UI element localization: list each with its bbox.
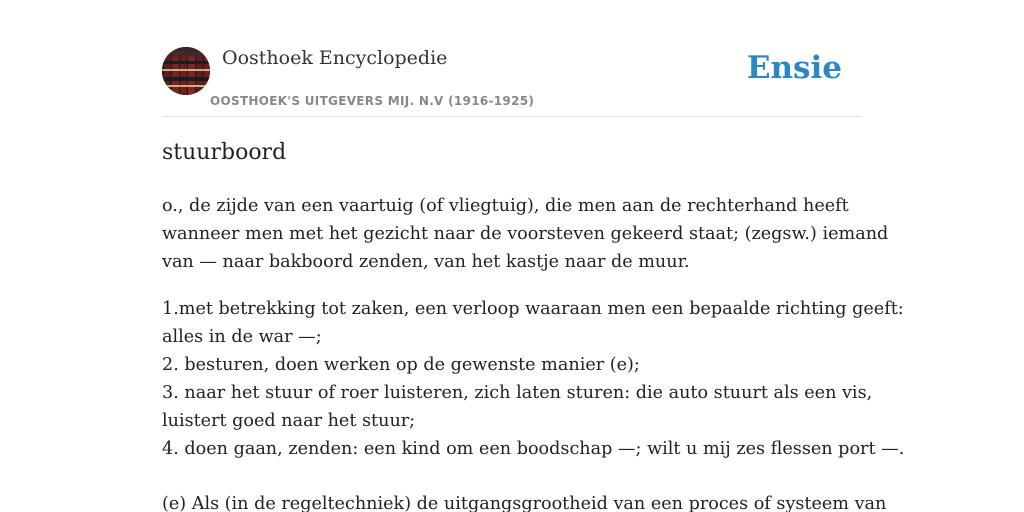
publisher-label: OOSTHOEK'S UITGEVERS MIJ. N.V (1916-1925) xyxy=(210,94,535,108)
note-line: (e) Als (in de regeltechniek) de uitgangsgrootheid van een proces of systeem van xyxy=(162,494,887,512)
sense-line: alles in de war —; xyxy=(162,327,322,347)
sense-line: 1.met betrekking tot zaken, een verloop waaraan men een bepaalde richting geeft: xyxy=(162,299,904,319)
sense-line: 4. doen gaan, zenden: een kind om een boodschap —; wilt u mij zes flessen port —. xyxy=(162,439,905,459)
definition-line: wanneer men met het gezicht naar de voorsteven gekeerd staat; (zegsw.) iemand xyxy=(162,224,889,244)
sense-line: luistert goed naar het stuur; xyxy=(162,411,416,431)
senses-paragraph xyxy=(162,295,905,463)
ensie-logo-link[interactable]: Ensie xyxy=(746,50,842,86)
definition-line: van — naar bakboord zenden, van het kastje naar de muur. xyxy=(162,252,690,272)
definition-paragraph xyxy=(162,192,889,276)
definition-line: o., de zijde van een vaartuig (of vliegtuig), die men aan de rechterhand heeft xyxy=(162,196,849,216)
sense-line: 2. besturen, doen werken op de gewenste manier (e); xyxy=(162,355,640,375)
sense-line: 3. naar het stuur of roer luisteren, zich laten sturen: die auto stuurt als een vis, xyxy=(162,383,873,403)
entry-title: stuurboord xyxy=(162,140,287,165)
site-header xyxy=(162,46,862,117)
site-name[interactable]: Oosthoek Encyclopedie xyxy=(222,47,448,69)
encyclopedia-books-icon[interactable] xyxy=(162,47,210,95)
entry-content xyxy=(162,192,905,512)
note-paragraph xyxy=(162,490,887,512)
